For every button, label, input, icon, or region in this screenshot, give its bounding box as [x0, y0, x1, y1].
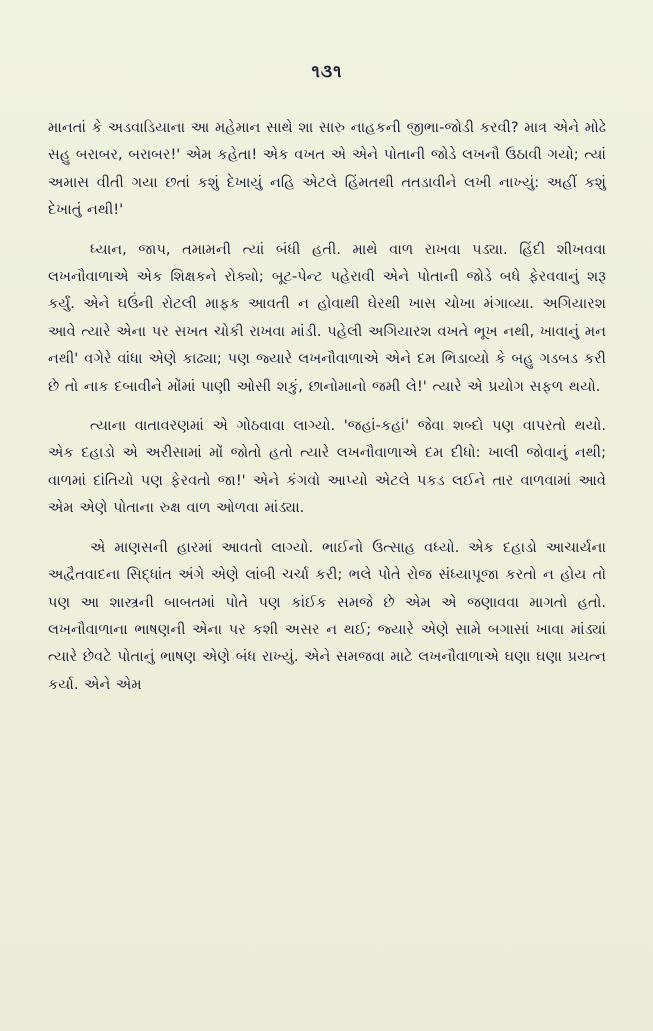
paragraph-4: એ માણસની હારમાં આવતો લાગ્યો. ભાઈનો ઉત્સાહ વધ્યો. એક દહાડો આચાર્યના અદ્વૈતવાદના સિદ્ધાંત અંગે એણે લાંબી ચર્ચા કરી; ભલે પોતે રોજ સંધ્યાપૂજા કરતો ન હોય તો પણ આ શાસ્ત્રની બાબતમાં પોતે પણ કાંઈક સમજે છે એમ એ જણાવવા માગતો હતો. લખનૌવાળાના ભાષણની એના પર કશી અસર ન થઈ; જ્યારે એણે સામે બગાસાં ખાવા માંડ્યાં ત્યારે છેવટે પોતાનું ભાષણ એણે બંધ રાખ્યું. એને સમજવા માટે લખનૌવાળાએ ઘણા ઘણા પ્રયત્ન કર્યા. એને એમ — [48, 538, 606, 693]
paragraph-3: ત્યાના વાતાવરણમાં એ ગોઠવાવા લાગ્યો. 'જહાં-કહાં' જેવા શબ્દો પણ વાપરતો થયો. એક દહાડો એ અરીસામાં મોં જોતો હતો ત્યારે લખનૌવાળાએ દમ દીધો: ખાલી જોવાનું નથી; વાળમાં દાંતિયો પણ ફેરવતો જા!' એને કંગવો આપ્યો એટલે પકડ લઈને તાર વાળવામાં આવે એમ એણે પોતાના રુક્ષ વાળ ઓળવા માંડ્યા. — [48, 417, 606, 517]
page-number: ૧૩૧ — [311, 62, 343, 82]
paragraph-2: ધ્યાન, જાપ, તમામની ત્યાં બંધી હતી. માથે વાળ રાખવા પડ્યા. હિંદી શીખવવા લખનૌવાળાએ એક શિક્ષકને રોક્યો; બૂટ-પેન્ટ પહેરાવી એને પોતાની જોડે બધે ફેરવવાનું શરૂ કર્યું. એને ઘઉંની રોટલી માફક આવતી ન હોવાથી ઘેરથી ખાસ ચોખા મંગાવ્યા. અગિયારશ આવે ત્યારે એના પર સખત ચોકી રાખવા માંડી. પહેલી અગિયારશ વખતે ભૂખ નથી, ખાવાનું મન નથી' વગેરે વાંધા એણે કાઢ્યા; પણ જ્યારે લખનૌવાળાએ એને દમ ભિડાવ્યો કે બહુ ગડબડ કરી છે તો નાક દબાવીને મોંમાં પાણી ઓસી શકું, છાનોમાનો જમી લે!' ત્યારે એ પ્રયોગ સફળ થયો. — [48, 240, 606, 395]
paragraph-1: માનતાં કે અડવાડિયાના આ મહેમાન સાથે શા સારુ નાહકની જીભા-જોડી કરવી? માત્ર એને મોઢે સહુ બરાબર, બરાબર!' એમ કહેતા! એક વખત એ એને પોતાની જોડે લખનૌ ઉઠાવી ગયો; ત્યાં અમાસ વીતી ગયા છતાં કશું દેખાયું નહિ એટલે હિંમતથી તતડાવીને લખી નાખ્યું: અહીં કશું દેખાતું નથી!' — [48, 119, 606, 219]
